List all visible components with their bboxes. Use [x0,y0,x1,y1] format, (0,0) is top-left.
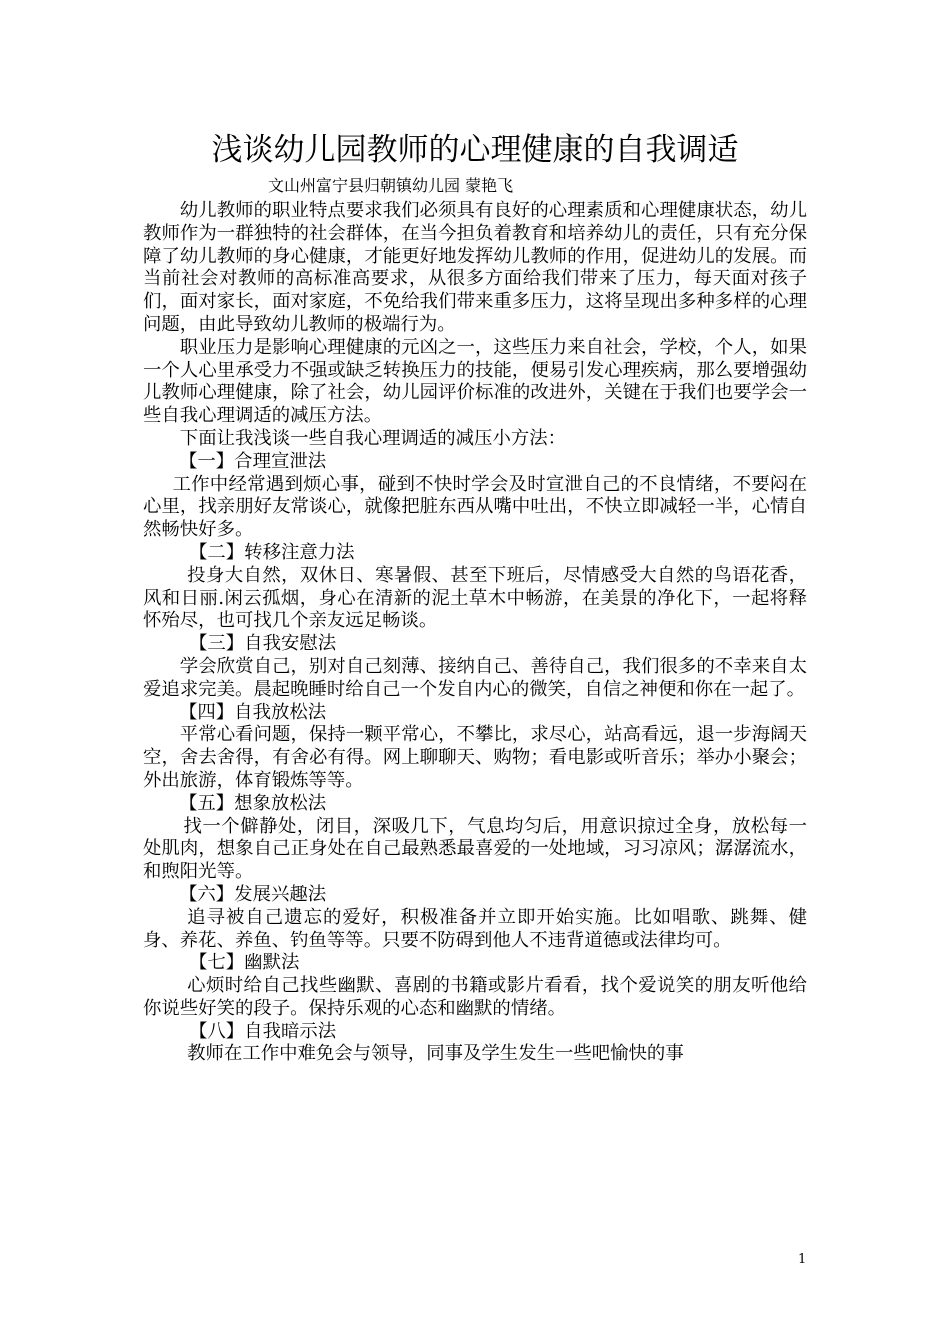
intro-paragraph-3: 下面让我浅谈一些自我心理调适的减压小方法： [179,427,567,449]
author-byline: 文山州富宁县归朝镇幼儿园 蒙艳飞 [268,176,514,195]
section-heading-3: 【三】自我安慰法 [189,633,337,655]
document-body [143,200,807,1066]
section-heading-6: 【六】发展兴趣法 [179,883,327,905]
section-text-8: 教师在工作中难免会与领导，同事及学生发生一些吧愉快的事 [187,1043,684,1065]
section-text-6: 追寻被自己遗忘的爱好，积极准备并立即开始实施。比如唱歌、跳舞、健身、养花、养鱼、钓鱼等等。只要不防碍到他人不违背道德或法律均可。 [143,906,807,951]
section-text-2: 投身大自然，双休日、寒暑假、甚至下班后，尽情感受大自然的鸟语花香，风和日丽.闲云孤烟，身心在清新的泥土草木中畅游，在美景的净化下，一起将释怀殆尽，也可找几个亲友远足畅谈。 [143,564,807,632]
page-number: 1 [798,1252,807,1267]
section-text-1: 工作中经常遇到烦心事，碰到不快时学会及时宣泄自己的不良情绪，不要闷在心里，找亲朋好友常谈心，就像把脏东西从嘴中吐出，不快立即减轻一半，心情自然畅快好多。 [143,473,807,541]
section-heading-1: 【一】合理宣泄法 [179,450,327,472]
section-text-4: 平常心看问题，保持一颗平常心，不攀比，求尽心，站高看远，退一步海阔天空，舍去舍得，有舍必有得。网上聊聊天、购物；看电影或听音乐；举办小聚会；外出旅游，体育锻炼等等。 [143,724,807,791]
section-heading-8: 【八】自我暗示法 [189,1020,337,1042]
section-heading-4: 【四】自我放松法 [179,701,327,723]
intro-paragraph-2: 职业压力是影响心理健康的元凶之一，这些压力来自社会，学校，个人，如果一个人心里承受力不强或缺乏转换压力的技能，便易引发心理疾病，那么要增强幼儿教师心理健康，除了社会，幼儿园评价标准的改进外，关键在于我们也要学会一些自我心理调适的减压方法。 [143,336,807,427]
intro-paragraph-1: 幼儿教师的职业特点要求我们必须具有良好的心理素质和心理健康状态，幼儿教师作为一群独特的社会群体，在当今担负着教育和培养幼儿的责任，只有充分保障了幼儿教师的身心健康，才能更好地发挥幼儿教师的作用，促进幼儿的发展。而当前社会对教师的高标准高要求，从很多方面给我们带来了压力，每天面对孩子们，面对家长，面对家庭，不免给我们带来重多压力，这将呈现出多种多样的心理问题，由此导致幼儿教师的极端行为。 [143,200,807,335]
section-text-5: 找一个僻静处，闭目，深吸几下，气息均匀后，用意识掠过全身，放松每一处肌肉，想象自己正身处在自己最熟悉最喜爱的一处地域，习习凉风；潺潺流水，和煦阳光等。 [143,815,807,883]
section-heading-7: 【七】幽默法 [189,952,300,974]
section-text-7: 心烦时给自己找些幽默、喜剧的书籍或影片看看，找个爱说笑的朋友听他给你说些好笑的段子。保持乐观的心态和幽默的情绪。 [143,975,807,1019]
document-title: 浅谈幼儿园教师的心理健康的自我调适 [211,132,739,168]
section-text-3: 学会欣赏自己，别对自己刻薄、接纳自己、善待自己，我们很多的不幸来自太爱追求完美。晨起晚睡时给自己一个发自内心的微笑，自信之神便和你在一起了。 [143,655,807,700]
section-heading-5: 【五】想象放松法 [179,792,327,814]
section-heading-2: 【二】转移注意力法 [189,541,355,563]
